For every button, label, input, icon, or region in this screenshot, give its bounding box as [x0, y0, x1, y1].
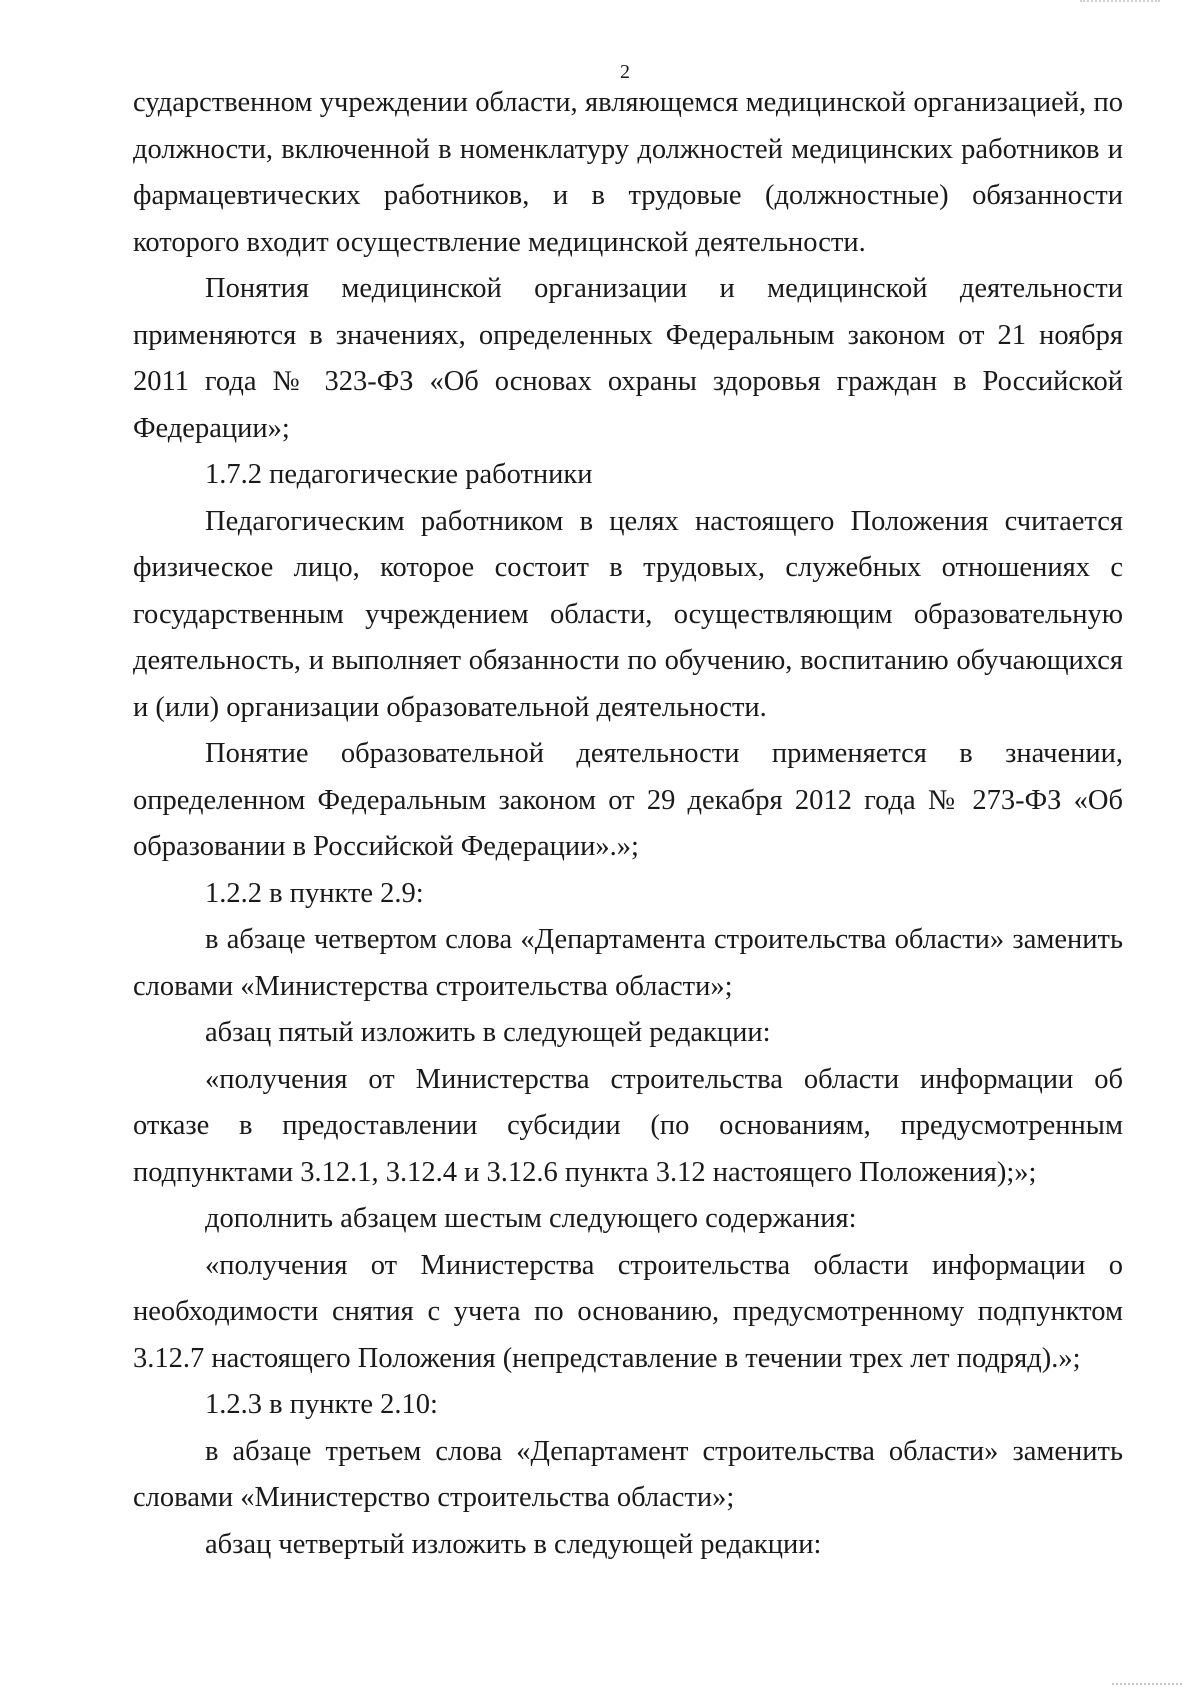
scan-edge-mark-bottom [1112, 1673, 1182, 1685]
paragraph: в абзаце третьем слова «Департамент строительства области» заменить словами «Министерство строительства области»; [133, 1435, 1123, 1513]
scan-edge-mark-top [1080, 0, 1160, 8]
paragraph-item-heading: 1.7.2 педагогические работники [205, 459, 593, 490]
paragraph: Понятие образовательной деятельности применяется в значении, определенном Федеральным законом от 29 декабря 2012 года № 273-ФЗ «Об образовании в Российской Федерации».»; [133, 738, 1123, 862]
paragraph: «получения от Министерства строительства области информации о необходимости снятия с учета по основанию, предусмотренному подпунктом 3.12.7 настоящего Положения (непредставление в течении трех лет подряд).»; [133, 1249, 1123, 1374]
page-number: 2 [620, 61, 630, 83]
paragraph: «получения от Министерства строительства области информации об отказе в предоставлении субсидии (по основаниям, предусмотренным подпунктами 3.12.1, 3.12.4 и 3.12.6 пункта 3.12 настоящего Положения);»; [133, 1063, 1123, 1188]
paragraph: Педагогическим работником в целях настоящего Положения считается физическое лицо, которое состоит в трудовых, служебных отношениях с государственным учреждением области, осуществляющим образовательную деятельность, и выполняет обязанности по обучению, воспитанию обучающихся и (или) организации образовательной деятельности. [133, 505, 1123, 723]
document-body [133, 80, 1123, 1568]
paragraph-continuation: сударственном учреждении области, являющемся медицинской организацией, по должности, включенной в номенклатуру должностей медицинских работников и фармацевтических работников, и в трудовые (должностные) обязанности которого входит осуществление медицинской деятельности. [133, 87, 1123, 258]
paragraph-item-heading: 1.2.2 в пункте 2.9: [205, 877, 424, 909]
paragraph: дополнить абзацем шестым следующего содержания: [205, 1203, 857, 1234]
paragraph-item-heading: 1.2.3 в пункте 2.10: [205, 1389, 438, 1420]
paragraph: абзац четвертый изложить в следующей редакции: [205, 1528, 822, 1560]
paragraph: абзац пятый изложить в следующей редакции: [205, 1017, 771, 1048]
paragraph: Понятия медицинской организации и медицинской деятельности применяются в значениях, определенных Федеральным законом от 21 ноября 2011 года № 323-ФЗ «Об основах охраны здоровья граждан в Российской Федерации»; [133, 273, 1123, 444]
paragraph: в абзаце четвертом слова «Департамента строительства области» заменить словами «Министерства строительства области»; [133, 924, 1123, 1002]
